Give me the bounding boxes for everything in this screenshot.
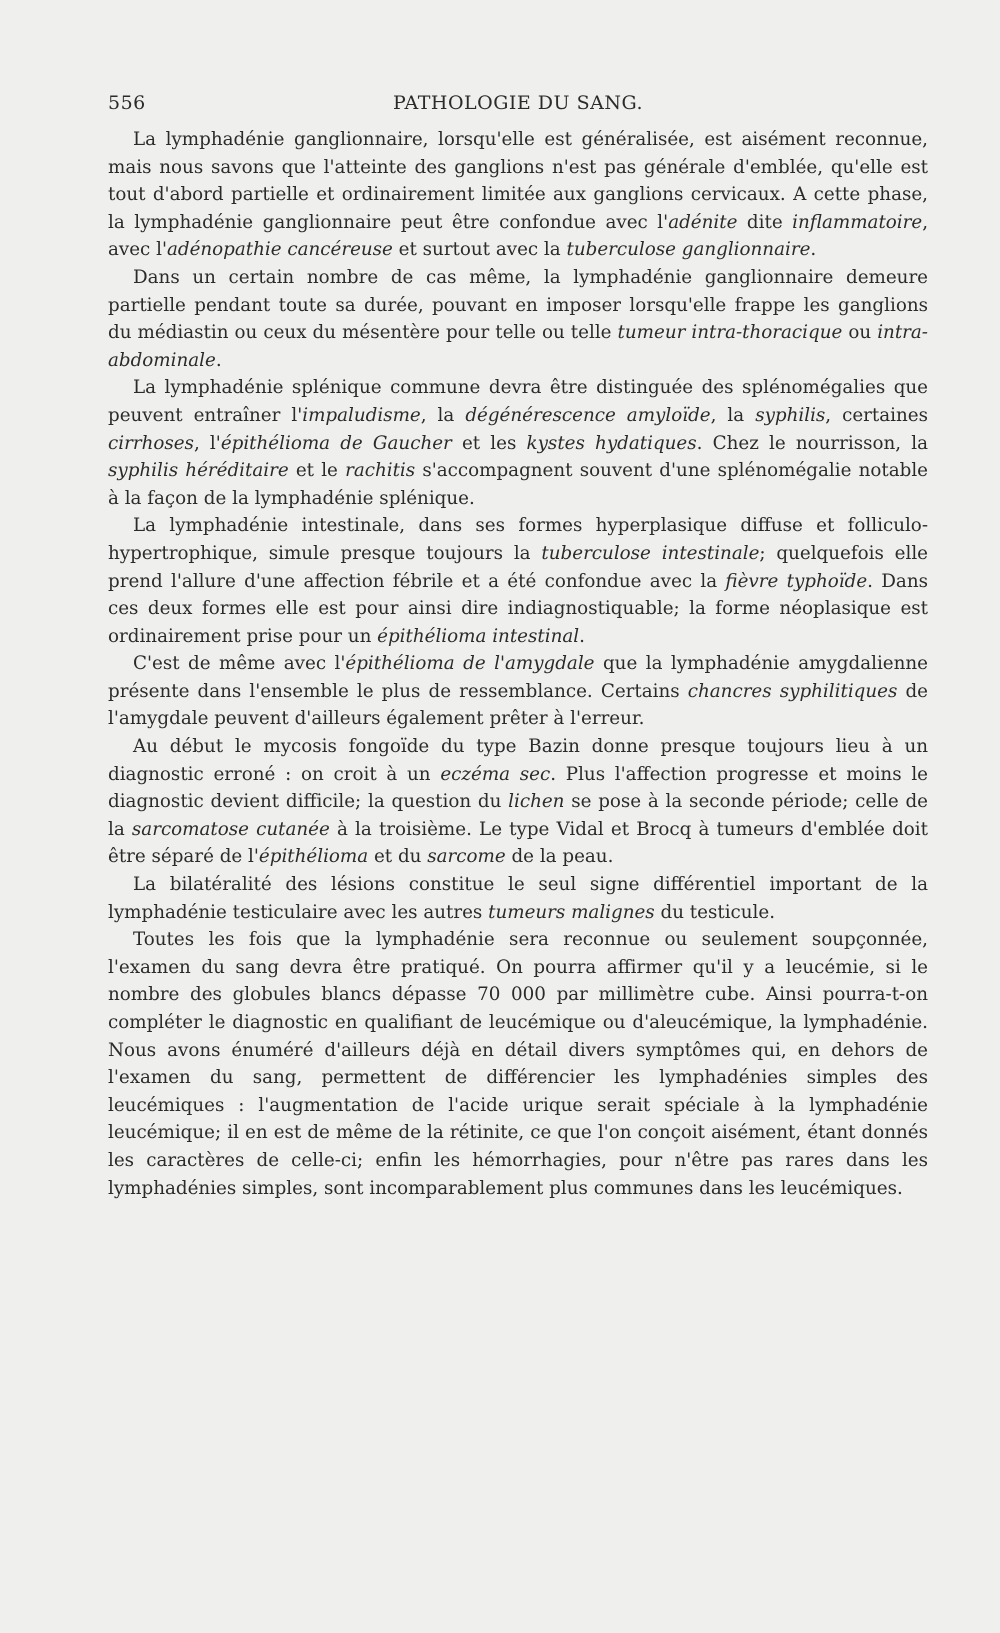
text-run: , certaines (825, 404, 928, 426)
text-run: se pose à la seconde période; celle de la (108, 791, 928, 840)
text-run: . Dans ces deux formes elle est pour ainsi dire indiagnostiquable; la forme néoplasique est ordinairement prise pour un (108, 570, 928, 647)
italic-term: cirrhoses (108, 432, 194, 454)
paragraph (108, 650, 928, 733)
italic-term: tumeur intra-thoracique (617, 322, 843, 344)
text-run: de la peau. (505, 846, 614, 868)
body-text (108, 126, 928, 1202)
italic-term: sarcomatose cutanée (131, 818, 330, 840)
paragraph (108, 512, 928, 650)
text-run: La bilatéralité des lésions constitue le seul signe différentiel important de la lymphadénie testiculaire avec les autres (108, 874, 928, 923)
italic-term: sarcome (427, 846, 506, 868)
paragraph (108, 871, 928, 926)
text-run: Toutes les fois que la lymphadénie sera reconnue ou seulement soupçonnée, l'examen du sang devra être pratiqué. On pourra affirmer qu'il y a leucémie, si le nombre des globules blancs dépasse 70 000 par millimètre cube. Ainsi pourra-t-on compléter le diagnostic en qualifiant de leucémique ou d'aleucémique, la lymphadénie. Nous avons énuméré d'ailleurs déjà en détail divers symptômes qui, en dehors de l'examen du sang, permettent de différencier les lymphadénies simples des leucémiques : l'augmentation de l'acide urique serait spéciale à la lymphadénie leucémique; il en est de même de la rétinite, ce que l'on conçoit aisément, étant donnés les caractères de celle-ci; enfin les hémorrhagies, pour n'être pas rares dans les lymphadénies simples, sont incomparablement plus communes dans les leucémiques. (108, 929, 928, 1199)
italic-term: intra-abdominale (108, 322, 928, 371)
paragraph (108, 733, 928, 871)
paragraph (108, 926, 928, 1202)
text-run: , l' (193, 432, 221, 454)
italic-term: adénopathie cancéreuse (166, 239, 393, 261)
page-header (108, 92, 928, 122)
italic-term: adénite (668, 211, 738, 233)
running-head: PATHOLOGIE DU SANG. (392, 92, 643, 114)
text-run: et les (451, 432, 527, 454)
book-page (108, 92, 928, 1202)
paragraph (108, 374, 928, 512)
italic-term: impaludisme (302, 404, 421, 426)
text-run: s'accompagnent souvent d'une splénomégalie notable à la façon de la lymphadénie splénique. (108, 460, 928, 509)
italic-term: épithélioma de l'amygdale (345, 653, 595, 675)
italic-term: fièvre typhoïde (725, 570, 868, 592)
text-run: La lymphadénie splénique commune devra être distinguée des splénomégalies que peuvent entraîner l' (108, 377, 928, 426)
text-run: C'est de même avec l' (133, 653, 346, 675)
italic-term: tuberculose intestinale (541, 542, 760, 564)
italic-term: eczéma sec (440, 763, 551, 785)
italic-term: épithélioma (258, 846, 369, 868)
text-run: et le (288, 460, 346, 482)
text-run: , la (420, 404, 466, 426)
italic-term: chancres syphilitiques (687, 680, 898, 702)
italic-term: rachitis (345, 460, 416, 482)
text-run: et surtout avec la (392, 239, 567, 261)
italic-term: tuberculose ganglionnaire (566, 239, 811, 261)
text-run: dite (737, 211, 793, 233)
text-run: . (810, 239, 817, 261)
italic-term: dégénérescence amyloïde (465, 404, 711, 426)
page-number: 556 (108, 92, 146, 114)
text-run: Dans un certain nombre de cas même, la lymphadénie ganglionnaire demeure partielle pendant toute sa durée, pouvant en imposer lorsqu'elle frappe les ganglions du médiastin ou ceux du mésentère pour telle ou telle (108, 266, 928, 344)
text-run: . Chez le nourrisson, la (696, 432, 929, 454)
text-run: . (579, 625, 585, 647)
italic-term: inflammatoire (792, 211, 923, 233)
paragraph (108, 264, 928, 374)
italic-term: kystes hydatiques (526, 432, 697, 454)
italic-term: lichen (508, 791, 565, 813)
text-run: du testicule. (654, 901, 776, 923)
text-run: et du (368, 846, 428, 868)
text-run: Au début le mycosis fongoïde du type Bazin donne presque toujours lieu à un diagnostic erroné : on croit à un (108, 736, 928, 785)
text-run: que la lymphadénie amygdalienne présente dans l'ensemble le plus de ressemblance. Certains (108, 653, 928, 702)
text-run: . Plus l'affection progresse et moins le diagnostic devient difficile; la question du (108, 763, 928, 813)
text-run: . (215, 349, 222, 371)
text-run: de l'amygdale peuvent d'ailleurs également prêter à l'erreur. (108, 680, 929, 730)
paragraph (108, 126, 928, 264)
text-run: ou (842, 322, 878, 344)
italic-term: syphilis héréditaire (108, 460, 289, 482)
text-run: , avec l' (108, 211, 929, 261)
text-run: , la (710, 404, 756, 426)
text-run: à la troisième. Le type Vidal et Brocq à tumeurs d'emblée doit être séparé de l' (108, 818, 929, 868)
italic-term: syphilis (755, 404, 826, 426)
text-run: La lymphadénie intestinale, dans ses formes hyperplasique diffuse et folliculo-hypertrophique, simule presque toujours la (108, 515, 928, 564)
text-run: ; quelquefois elle prend l'allure d'une affection fébrile et a été confondue avec la (108, 542, 928, 592)
italic-term: tumeurs malignes (488, 901, 655, 923)
text-run: La lymphadénie ganglionnaire, lorsqu'elle est généralisée, est aisément reconnue, mais nous savons que l'atteinte des ganglions n'est pas générale d'emblée, qu'elle est tout d'abord partielle et ordinairement limitée aux ganglions cervicaux. A cette phase, la lymphadénie ganglionnaire peut être confondue avec l' (108, 129, 928, 233)
italic-term: épithélioma intestinal (377, 625, 580, 647)
italic-term: épithélioma de Gaucher (220, 432, 452, 454)
